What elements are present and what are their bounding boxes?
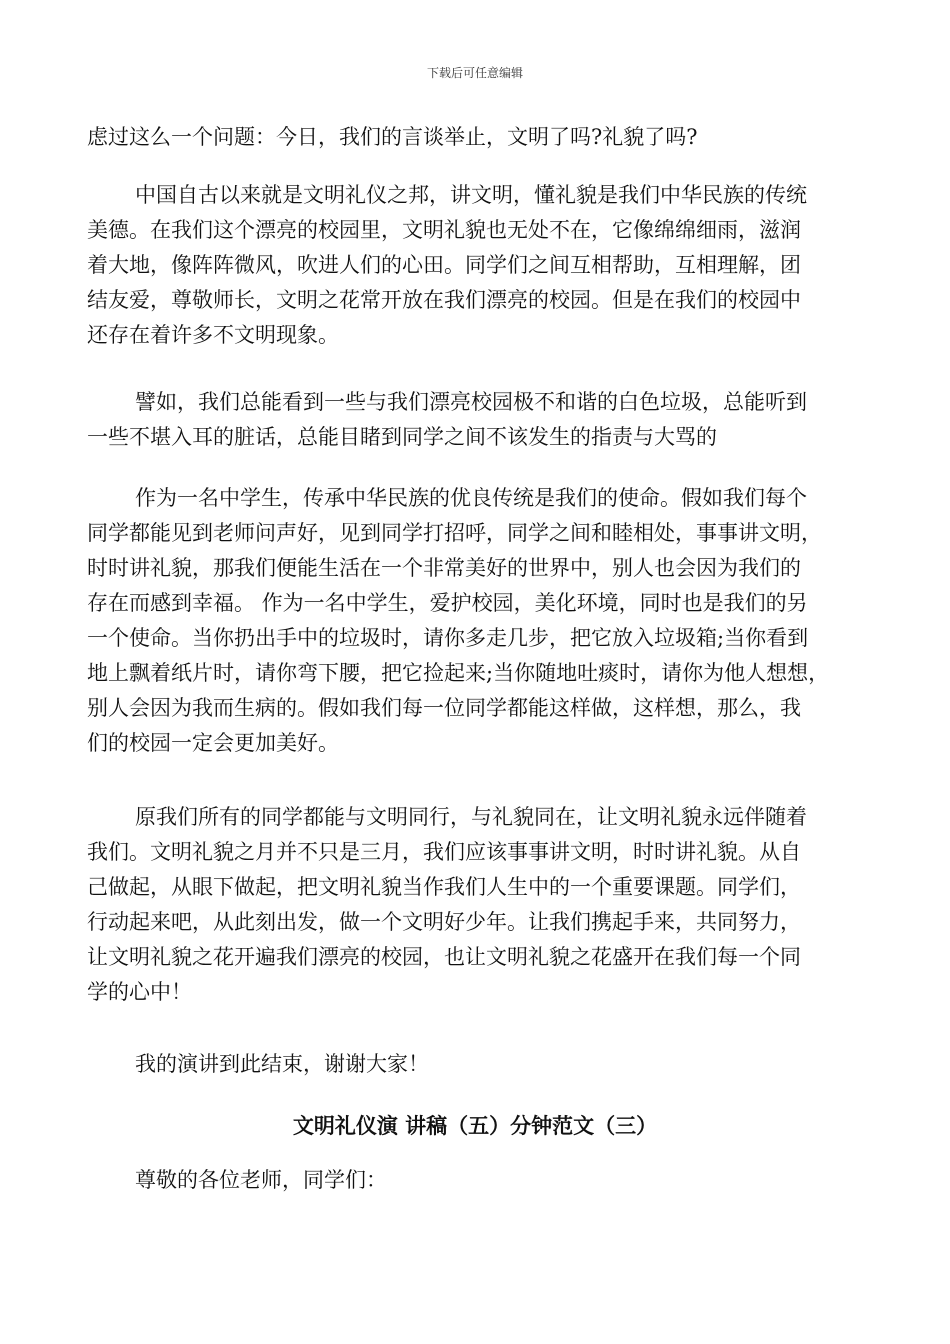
text-line: 学的心中！ bbox=[87, 980, 192, 1004]
text-line: 美德。在我们这个漂亮的校园里，文明礼貌也无处不在，它像绵绵细雨，滋润 bbox=[87, 218, 801, 242]
text-line: 存在而感到幸福。 作为一名中学生，爱护校园，美化环境，同时也是我们的另 bbox=[87, 591, 808, 615]
text-line: 地上飘着纸片时，请你弯下腰，把它捡起来;当你随地吐痰时，请你为他人想想， bbox=[87, 661, 830, 685]
paragraph-4 bbox=[87, 481, 867, 761]
text-line: 们的校园一定会更加美好。 bbox=[87, 731, 339, 755]
text-line: 着大地，像阵阵微风，吹进人们的心田。同学们之间互相帮助，互相理解，团 bbox=[87, 253, 801, 277]
paragraph-2 bbox=[87, 178, 867, 353]
section-title: 文明礼仪演 讲稿（五）分钟范文（三） bbox=[292, 1113, 658, 1138]
text-line: 己做起，从眼下做起，把文明礼貌当作我们人生中的一个重要课题。同学们， bbox=[87, 875, 801, 899]
text-line: 行动起来吧，从此刻出发，做一个文明好少年。让我们携起手来，共同努力， bbox=[87, 910, 801, 934]
text-line: 一些不堪入耳的脏话，总能目睹到同学之间不该发生的指责与大骂的 bbox=[87, 425, 717, 449]
text-line: 我们。文明礼貌之月并不只是三月，我们应该事事讲文明，时时讲礼貌。从自 bbox=[87, 840, 801, 864]
page-header: 下载后可任意编辑 bbox=[426, 66, 523, 80]
text-line: 别人会因为我而生病的。假如我们每一位同学都能这样做，这样想，那么，我 bbox=[87, 696, 801, 720]
paragraph-3 bbox=[87, 385, 867, 455]
greeting-paragraph bbox=[87, 1163, 867, 1198]
paragraph-6 bbox=[87, 1047, 867, 1082]
paragraph-1 bbox=[87, 120, 867, 155]
text-line: 譬如，我们总能看到一些与我们漂亮校园极不和谐的白色垃圾，总能听到 bbox=[135, 390, 807, 414]
text-line: 结友爱，尊敬师长，文明之花常开放在我们漂亮的校园。但是在我们的校园中 bbox=[87, 288, 801, 312]
paragraph-5 bbox=[87, 800, 867, 1010]
text-line: 原我们所有的同学都能与文明同行，与礼貌同在，让文明礼貌永远伴随着 bbox=[135, 805, 807, 829]
text-line: 一个使命。当你扔出手中的垃圾时，请你多走几步，把它放入垃圾箱;当你看到 bbox=[87, 626, 809, 650]
greeting-line: 尊敬的各位老师，同学们： bbox=[135, 1168, 387, 1192]
text-line: 让文明礼貌之花开遍我们漂亮的校园，也让文明礼貌之花盛开在我们每一个同 bbox=[87, 945, 801, 969]
text-line: 作为一名中学生，传承中华民族的优良传统是我们的使命。假如我们每个 bbox=[135, 486, 807, 510]
text-line: 虑过这么一个问题：今日，我们的言谈举止，文明了吗?礼貌了吗? bbox=[87, 125, 698, 149]
text-line: 中国自古以来就是文明礼仪之邦，讲文明，懂礼貌是我们中华民族的传统 bbox=[135, 183, 807, 207]
text-line: 同学都能见到老师问声好，见到同学打招呼，同学之间和睦相处，事事讲文明， bbox=[87, 521, 822, 545]
text-line: 还存在着许多不文明现象。 bbox=[87, 323, 339, 347]
text-line: 时时讲礼貌，那我们便能生活在一个非常美好的世界中，别人也会因为我们的 bbox=[87, 556, 801, 580]
text-line: 我的演讲到此结束，谢谢大家！ bbox=[135, 1052, 429, 1076]
